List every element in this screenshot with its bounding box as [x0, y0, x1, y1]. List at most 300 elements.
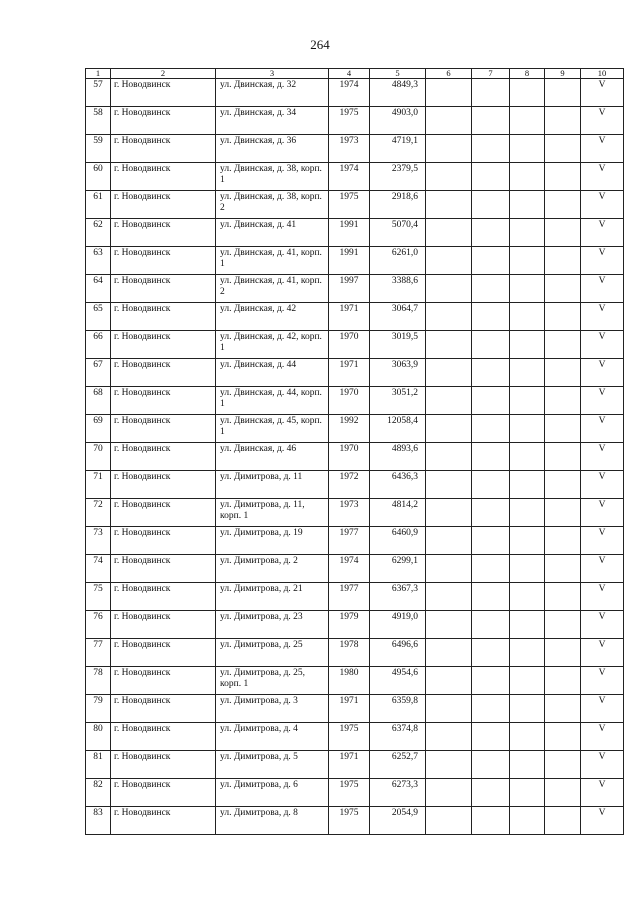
city-cell: г. Новодвинск: [111, 163, 216, 191]
city-cell: г. Новодвинск: [111, 79, 216, 107]
col6-cell: [426, 471, 472, 499]
area-cell: 6436,3: [370, 471, 426, 499]
row-number: 74: [86, 555, 111, 583]
mark-cell: V: [581, 667, 624, 695]
city-cell: г. Новодвинск: [111, 247, 216, 275]
mark-cell: V: [581, 723, 624, 751]
year-built-cell: 1971: [329, 695, 370, 723]
address-cell: ул. Двинская, д. 44, корп. 1: [216, 387, 329, 415]
col8-cell: [510, 303, 545, 331]
city-cell: г. Новодвинск: [111, 807, 216, 835]
table-row: [86, 331, 624, 359]
row-number: 69: [86, 415, 111, 443]
col8-cell: [510, 723, 545, 751]
col6-cell: [426, 751, 472, 779]
col8-cell: [510, 499, 545, 527]
col7-cell: [472, 471, 510, 499]
year-built-cell: 1973: [329, 499, 370, 527]
col-header-9: 9: [545, 69, 581, 79]
year-built-cell: 1970: [329, 331, 370, 359]
col9-cell: [545, 807, 581, 835]
col6-cell: [426, 779, 472, 807]
table-row: [86, 359, 624, 387]
city-cell: г. Новодвинск: [111, 331, 216, 359]
col7-cell: [472, 107, 510, 135]
col6-cell: [426, 583, 472, 611]
col8-cell: [510, 611, 545, 639]
year-built-cell: 1974: [329, 555, 370, 583]
col9-cell: [545, 107, 581, 135]
table-row: [86, 611, 624, 639]
mark-cell: V: [581, 583, 624, 611]
col6-cell: [426, 695, 472, 723]
area-cell: 6496,6: [370, 639, 426, 667]
col8-cell: [510, 135, 545, 163]
row-number: 82: [86, 779, 111, 807]
mark-cell: V: [581, 191, 624, 219]
mark-cell: V: [581, 107, 624, 135]
area-cell: 2379,5: [370, 163, 426, 191]
row-number: 65: [86, 303, 111, 331]
col7-cell: [472, 667, 510, 695]
col9-cell: [545, 779, 581, 807]
year-built-cell: 1970: [329, 443, 370, 471]
year-built-cell: 1973: [329, 135, 370, 163]
year-built-cell: 1975: [329, 779, 370, 807]
col8-cell: [510, 331, 545, 359]
col7-cell: [472, 79, 510, 107]
mark-cell: V: [581, 303, 624, 331]
col8-cell: [510, 275, 545, 303]
col9-cell: [545, 191, 581, 219]
col6-cell: [426, 219, 472, 247]
col7-cell: [472, 499, 510, 527]
col8-cell: [510, 443, 545, 471]
table-row: [86, 303, 624, 331]
col8-cell: [510, 387, 545, 415]
col9-cell: [545, 555, 581, 583]
col6-cell: [426, 527, 472, 555]
address-cell: ул. Двинская, д. 45, корп. 1: [216, 415, 329, 443]
row-number: 72: [86, 499, 111, 527]
col7-cell: [472, 723, 510, 751]
row-number: 67: [86, 359, 111, 387]
year-built-cell: 1997: [329, 275, 370, 303]
row-number: 61: [86, 191, 111, 219]
row-number: 64: [86, 275, 111, 303]
col8-cell: [510, 779, 545, 807]
year-built-cell: 1978: [329, 639, 370, 667]
col7-cell: [472, 135, 510, 163]
mark-cell: V: [581, 275, 624, 303]
housing-registry-table: [85, 68, 624, 835]
table-row: [86, 107, 624, 135]
city-cell: г. Новодвинск: [111, 191, 216, 219]
area-cell: 6367,3: [370, 583, 426, 611]
col9-cell: [545, 527, 581, 555]
area-cell: 3388,6: [370, 275, 426, 303]
year-built-cell: 1972: [329, 471, 370, 499]
year-built-cell: 1971: [329, 303, 370, 331]
col9-cell: [545, 79, 581, 107]
mark-cell: V: [581, 639, 624, 667]
table-row: [86, 695, 624, 723]
col8-cell: [510, 807, 545, 835]
table-row: [86, 191, 624, 219]
col8-cell: [510, 163, 545, 191]
col6-cell: [426, 163, 472, 191]
city-cell: г. Новодвинск: [111, 135, 216, 163]
col6-cell: [426, 555, 472, 583]
city-cell: г. Новодвинск: [111, 583, 216, 611]
address-cell: ул. Двинская, д. 46: [216, 443, 329, 471]
area-cell: 6359,8: [370, 695, 426, 723]
row-number: 60: [86, 163, 111, 191]
city-cell: г. Новодвинск: [111, 415, 216, 443]
row-number: 70: [86, 443, 111, 471]
col8-cell: [510, 359, 545, 387]
year-built-cell: 1991: [329, 219, 370, 247]
col7-cell: [472, 331, 510, 359]
col9-cell: [545, 639, 581, 667]
city-cell: г. Новодвинск: [111, 359, 216, 387]
year-built-cell: 1971: [329, 751, 370, 779]
address-cell: ул. Димитрова, д. 25: [216, 639, 329, 667]
mark-cell: V: [581, 807, 624, 835]
mark-cell: V: [581, 751, 624, 779]
col7-cell: [472, 751, 510, 779]
area-cell: 2054,9: [370, 807, 426, 835]
area-cell: 2918,6: [370, 191, 426, 219]
mark-cell: V: [581, 387, 624, 415]
col6-cell: [426, 639, 472, 667]
year-built-cell: 1975: [329, 807, 370, 835]
col-header-5: 5: [370, 69, 426, 79]
address-cell: ул. Двинская, д. 32: [216, 79, 329, 107]
row-number: 73: [86, 527, 111, 555]
city-cell: г. Новодвинск: [111, 751, 216, 779]
column-number-row: [86, 69, 624, 79]
row-number: 83: [86, 807, 111, 835]
address-cell: ул. Димитрова, д. 11, корп. 1: [216, 499, 329, 527]
mark-cell: V: [581, 359, 624, 387]
table-row: [86, 667, 624, 695]
address-cell: ул. Димитрова, д. 5: [216, 751, 329, 779]
mark-cell: V: [581, 443, 624, 471]
col7-cell: [472, 359, 510, 387]
col8-cell: [510, 415, 545, 443]
col6-cell: [426, 107, 472, 135]
col7-cell: [472, 611, 510, 639]
mark-cell: V: [581, 219, 624, 247]
row-number: 76: [86, 611, 111, 639]
col9-cell: [545, 611, 581, 639]
page-number: 264: [310, 37, 330, 52]
address-cell: ул. Димитрова, д. 11: [216, 471, 329, 499]
city-cell: г. Новодвинск: [111, 611, 216, 639]
address-cell: ул. Двинская, д. 41, корп. 1: [216, 247, 329, 275]
row-number: 71: [86, 471, 111, 499]
city-cell: г. Новодвинск: [111, 303, 216, 331]
table-row: [86, 499, 624, 527]
table-row: [86, 387, 624, 415]
city-cell: г. Новодвинск: [111, 275, 216, 303]
col7-cell: [472, 779, 510, 807]
area-cell: 6299,1: [370, 555, 426, 583]
col-header-8: 8: [510, 69, 545, 79]
col7-cell: [472, 527, 510, 555]
mark-cell: V: [581, 499, 624, 527]
table-row: [86, 443, 624, 471]
address-cell: ул. Двинская, д. 42, корп. 1: [216, 331, 329, 359]
col8-cell: [510, 219, 545, 247]
table-row: [86, 527, 624, 555]
table-row: [86, 163, 624, 191]
col6-cell: [426, 807, 472, 835]
address-cell: ул. Двинская, д. 38, корп. 2: [216, 191, 329, 219]
col6-cell: [426, 723, 472, 751]
address-cell: ул. Двинская, д. 44: [216, 359, 329, 387]
mark-cell: V: [581, 163, 624, 191]
year-built-cell: 1977: [329, 527, 370, 555]
address-cell: ул. Димитрова, д. 8: [216, 807, 329, 835]
col7-cell: [472, 807, 510, 835]
year-built-cell: 1991: [329, 247, 370, 275]
city-cell: г. Новодвинск: [111, 107, 216, 135]
area-cell: 5070,4: [370, 219, 426, 247]
table-row: [86, 471, 624, 499]
area-cell: 4919,0: [370, 611, 426, 639]
col7-cell: [472, 191, 510, 219]
year-built-cell: 1975: [329, 723, 370, 751]
year-built-cell: 1975: [329, 191, 370, 219]
col7-cell: [472, 555, 510, 583]
col8-cell: [510, 471, 545, 499]
col9-cell: [545, 443, 581, 471]
area-cell: 4814,2: [370, 499, 426, 527]
year-built-cell: 1975: [329, 107, 370, 135]
col7-cell: [472, 415, 510, 443]
table-row: [86, 639, 624, 667]
col8-cell: [510, 583, 545, 611]
col7-cell: [472, 387, 510, 415]
city-cell: г. Новодвинск: [111, 555, 216, 583]
col8-cell: [510, 107, 545, 135]
col-header-10: 10: [581, 69, 624, 79]
table-body: [86, 79, 624, 835]
col7-cell: [472, 163, 510, 191]
col9-cell: [545, 303, 581, 331]
row-number: 66: [86, 331, 111, 359]
address-cell: ул. Димитрова, д. 2: [216, 555, 329, 583]
col6-cell: [426, 611, 472, 639]
mark-cell: V: [581, 135, 624, 163]
row-number: 68: [86, 387, 111, 415]
table-row: [86, 583, 624, 611]
mark-cell: V: [581, 79, 624, 107]
col6-cell: [426, 415, 472, 443]
address-cell: ул. Двинская, д. 42: [216, 303, 329, 331]
col6-cell: [426, 191, 472, 219]
area-cell: 3019,5: [370, 331, 426, 359]
col8-cell: [510, 527, 545, 555]
table-row: [86, 415, 624, 443]
col9-cell: [545, 135, 581, 163]
area-cell: 6273,3: [370, 779, 426, 807]
city-cell: г. Новодвинск: [111, 443, 216, 471]
col7-cell: [472, 583, 510, 611]
year-built-cell: 1992: [329, 415, 370, 443]
col9-cell: [545, 723, 581, 751]
col-header-1: 1: [86, 69, 111, 79]
col8-cell: [510, 751, 545, 779]
col7-cell: [472, 443, 510, 471]
address-cell: ул. Димитрова, д. 23: [216, 611, 329, 639]
city-cell: г. Новодвинск: [111, 695, 216, 723]
row-number: 75: [86, 583, 111, 611]
col-header-7: 7: [472, 69, 510, 79]
row-number: 59: [86, 135, 111, 163]
area-cell: 12058,4: [370, 415, 426, 443]
city-cell: г. Новодвинск: [111, 667, 216, 695]
area-cell: 4719,1: [370, 135, 426, 163]
col8-cell: [510, 555, 545, 583]
area-cell: 6460,9: [370, 527, 426, 555]
city-cell: г. Новодвинск: [111, 639, 216, 667]
col9-cell: [545, 275, 581, 303]
area-cell: 4893,6: [370, 443, 426, 471]
col-header-6: 6: [426, 69, 472, 79]
row-number: 80: [86, 723, 111, 751]
area-cell: 6374,8: [370, 723, 426, 751]
col6-cell: [426, 443, 472, 471]
year-built-cell: 1970: [329, 387, 370, 415]
row-number: 78: [86, 667, 111, 695]
address-cell: ул. Димитрова, д. 25, корп. 1: [216, 667, 329, 695]
city-cell: г. Новодвинск: [111, 219, 216, 247]
city-cell: г. Новодвинск: [111, 499, 216, 527]
col8-cell: [510, 191, 545, 219]
address-cell: ул. Димитрова, д. 3: [216, 695, 329, 723]
area-cell: 4903,0: [370, 107, 426, 135]
col-header-2: 2: [111, 69, 216, 79]
table-row: [86, 723, 624, 751]
col-header-3: 3: [216, 69, 329, 79]
col7-cell: [472, 275, 510, 303]
col6-cell: [426, 79, 472, 107]
col6-cell: [426, 331, 472, 359]
area-cell: 4849,3: [370, 79, 426, 107]
col9-cell: [545, 331, 581, 359]
mark-cell: V: [581, 527, 624, 555]
col6-cell: [426, 387, 472, 415]
col9-cell: [545, 387, 581, 415]
area-cell: 3063,9: [370, 359, 426, 387]
row-number: 57: [86, 79, 111, 107]
mark-cell: V: [581, 555, 624, 583]
col8-cell: [510, 695, 545, 723]
address-cell: ул. Димитрова, д. 19: [216, 527, 329, 555]
table-row: [86, 247, 624, 275]
col6-cell: [426, 275, 472, 303]
col6-cell: [426, 359, 472, 387]
address-cell: ул. Димитрова, д. 21: [216, 583, 329, 611]
area-cell: 3064,7: [370, 303, 426, 331]
row-number: 63: [86, 247, 111, 275]
col8-cell: [510, 79, 545, 107]
col9-cell: [545, 667, 581, 695]
col9-cell: [545, 163, 581, 191]
mark-cell: V: [581, 247, 624, 275]
address-cell: ул. Двинская, д. 41, корп. 2: [216, 275, 329, 303]
mark-cell: V: [581, 611, 624, 639]
row-number: 79: [86, 695, 111, 723]
col6-cell: [426, 499, 472, 527]
col9-cell: [545, 471, 581, 499]
city-cell: г. Новодвинск: [111, 723, 216, 751]
address-cell: ул. Двинская, д. 41: [216, 219, 329, 247]
col9-cell: [545, 247, 581, 275]
col7-cell: [472, 219, 510, 247]
year-built-cell: 1977: [329, 583, 370, 611]
year-built-cell: 1974: [329, 163, 370, 191]
table-row: [86, 751, 624, 779]
row-number: 62: [86, 219, 111, 247]
col6-cell: [426, 667, 472, 695]
col7-cell: [472, 639, 510, 667]
address-cell: ул. Димитрова, д. 6: [216, 779, 329, 807]
mark-cell: V: [581, 471, 624, 499]
address-cell: ул. Двинская, д. 36: [216, 135, 329, 163]
city-cell: г. Новодвинск: [111, 471, 216, 499]
table-row: [86, 219, 624, 247]
address-cell: ул. Двинская, д. 34: [216, 107, 329, 135]
col9-cell: [545, 695, 581, 723]
col8-cell: [510, 247, 545, 275]
row-number: 77: [86, 639, 111, 667]
area-cell: 4954,6: [370, 667, 426, 695]
table-row: [86, 555, 624, 583]
year-built-cell: 1971: [329, 359, 370, 387]
mark-cell: V: [581, 415, 624, 443]
col7-cell: [472, 303, 510, 331]
col9-cell: [545, 219, 581, 247]
year-built-cell: 1979: [329, 611, 370, 639]
area-cell: 6261,0: [370, 247, 426, 275]
mark-cell: V: [581, 779, 624, 807]
city-cell: г. Новодвинск: [111, 387, 216, 415]
col8-cell: [510, 639, 545, 667]
col-header-4: 4: [329, 69, 370, 79]
col7-cell: [472, 247, 510, 275]
mark-cell: V: [581, 695, 624, 723]
row-number: 81: [86, 751, 111, 779]
row-number: 58: [86, 107, 111, 135]
col9-cell: [545, 499, 581, 527]
city-cell: г. Новодвинск: [111, 527, 216, 555]
area-cell: 6252,7: [370, 751, 426, 779]
col9-cell: [545, 415, 581, 443]
table-row: [86, 275, 624, 303]
mark-cell: V: [581, 331, 624, 359]
year-built-cell: 1980: [329, 667, 370, 695]
col6-cell: [426, 247, 472, 275]
area-cell: 3051,2: [370, 387, 426, 415]
col9-cell: [545, 751, 581, 779]
year-built-cell: 1974: [329, 79, 370, 107]
col7-cell: [472, 695, 510, 723]
address-cell: ул. Димитрова, д. 4: [216, 723, 329, 751]
